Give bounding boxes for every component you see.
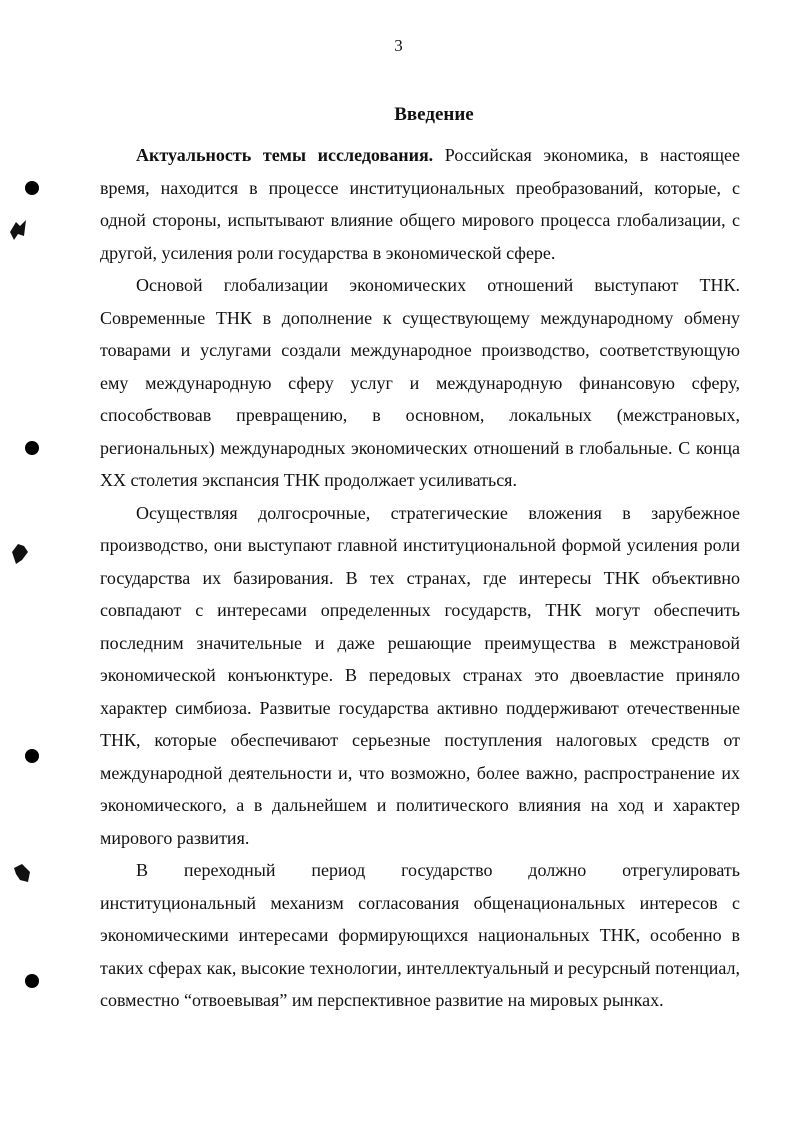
speck-3 — [14, 864, 30, 882]
speck-2 — [12, 544, 28, 564]
speck-1 — [10, 220, 26, 240]
paragraph-1-text: Российская экономика, в настоящее время, находится в процессе институциональных преобразований, которые, с одной стороны, испытывают влияние общего мирового процесса глобализации, с другой, усиления роли государства в экономической сфере. — [100, 145, 740, 263]
section-heading: Введение — [394, 104, 474, 125]
page-number: 3 — [394, 36, 403, 55]
paragraph-1-lead: Актуальность темы исследования. — [136, 145, 434, 165]
scan-specks — [0, 0, 60, 1127]
paragraph-1 — [100, 139, 740, 269]
paragraph-4: В переходный период государство должно отрегулировать институциональный механизм согласования общенациональных интересов с экономическими интересами формирующихся национальных ТНК, особенно в таких сферах как, высокие технологии, интеллектуальный и ресурсный потенциал, совместно “отвоевывая” им перспективное развитие на мировых рынках. — [100, 860, 740, 1010]
body-text — [100, 139, 740, 1017]
paragraph-3: Осуществляя долгосрочные, стратегические вложения в зарубежное производство, они выступают главной институциональной формой усиления роли государства их базирования. В тех странах, где интересы ТНК объективно совпадают с интересами определенных государств, ТНК могут обеспечить последним значительные и даже решающие преимущества в межстрановой экономической конъюнктуре. В передовых странах это двоевластие приняло характер симбиоза. Развитые государства активно поддерживают отечественные ТНК, которые обеспечивают серьезные поступления налоговых средств от международной деятельности и, что возможно, более важно, распространение их экономического, а в дальнейшем и политического влияния на ход и характер мирового развития. — [100, 502, 740, 848]
paragraph-2: Основой глобализации экономических отношений выступают ТНК. Современные ТНК в дополнение к существующему международному обмену товарами и услугами создали международное производство, соответствующую ему международную сферу услуг и международную финансовую сферу, способствовав превращению, в основном, локальных (межстрановых, региональных) международных экономических отношений в глобальные. С конца XX столетия экспансия ТНК продолжает усиливаться. — [100, 275, 740, 490]
